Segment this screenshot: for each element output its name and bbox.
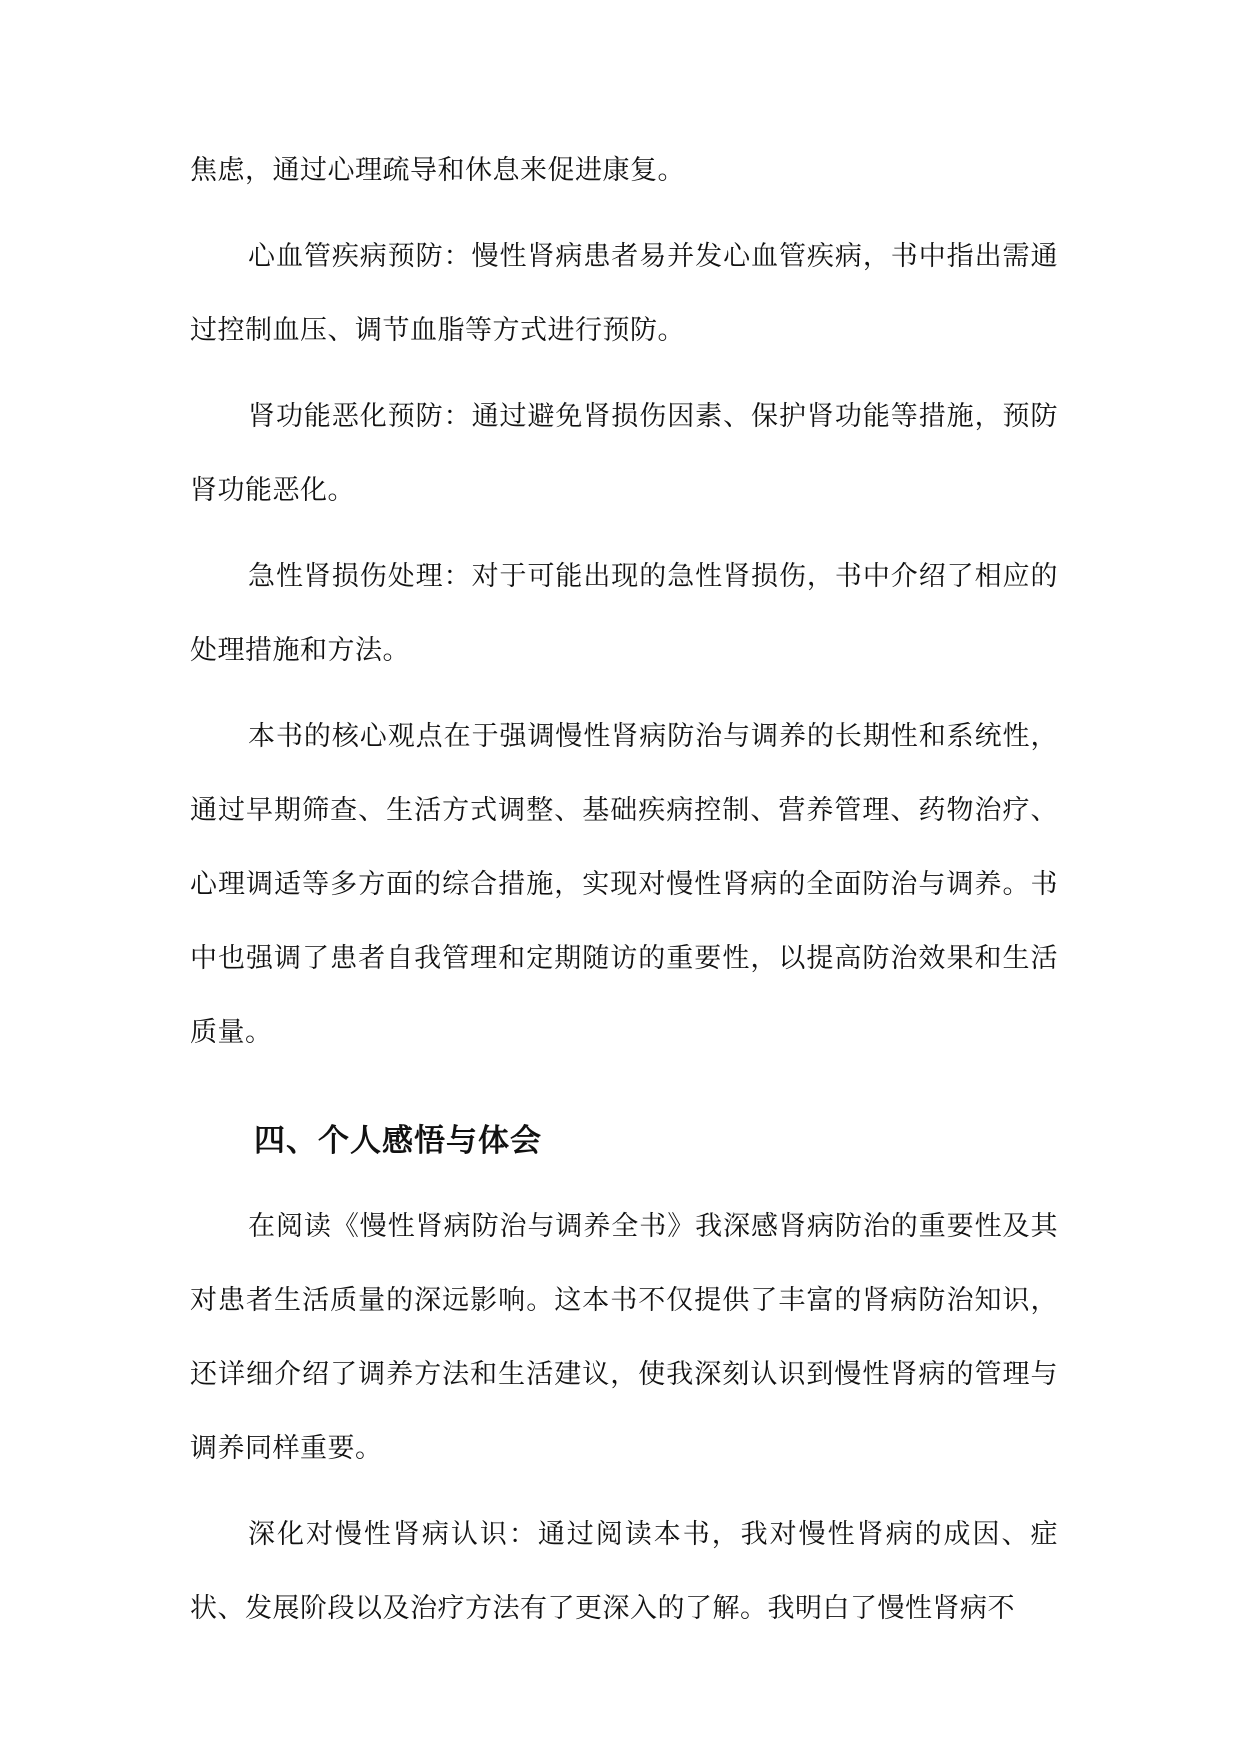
paragraph-deepened-understanding: 深化对慢性肾病认识：通过阅读本书，我对慢性肾病的成因、症状、发展阶段以及治疗方法有了更深入的了解。我明白了慢性肾病不	[190, 1519, 1058, 1624]
paragraph-acute-kidney-injury: 急性肾损伤处理：对于可能出现的急性肾损伤，书中介绍了相应的处理措施和方法。	[190, 561, 1058, 666]
paragraph-continuation: 焦虑，通过心理疏导和休息来促进康复。	[190, 155, 685, 186]
document-body	[190, 134, 1058, 1658]
section-heading: 四、个人感悟与体会	[254, 1123, 542, 1159]
paragraph-cardiovascular-prevention: 心血管疾病预防：慢性肾病患者易并发心血管疾病，书中指出需通过控制血压、调节血脂等方式进行预防。	[190, 241, 1058, 346]
paragraph-core-viewpoint: 本书的核心观点在于强调慢性肾病防治与调养的长期性和系统性，通过早期筛查、生活方式调整、基础疾病控制、营养管理、药物治疗、心理调适等多方面的综合措施，实现对慢性肾病的全面防治与调养。书中也强调了患者自我管理和定期随访的重要性，以提高防治效果和生活质量。	[190, 721, 1058, 1048]
paragraph-reading-reflection: 在阅读《慢性肾病防治与调养全书》我深感肾病防治的重要性及其对患者生活质量的深远影响。这本书不仅提供了丰富的肾病防治知识，还详细介绍了调养方法和生活建议，使我深刻认识到慢性肾病的管理与调养同样重要。	[190, 1211, 1058, 1464]
paragraph-renal-deterioration-prevention: 肾功能恶化预防：通过避免肾损伤因素、保护肾功能等措施，预防肾功能恶化。	[190, 401, 1058, 506]
